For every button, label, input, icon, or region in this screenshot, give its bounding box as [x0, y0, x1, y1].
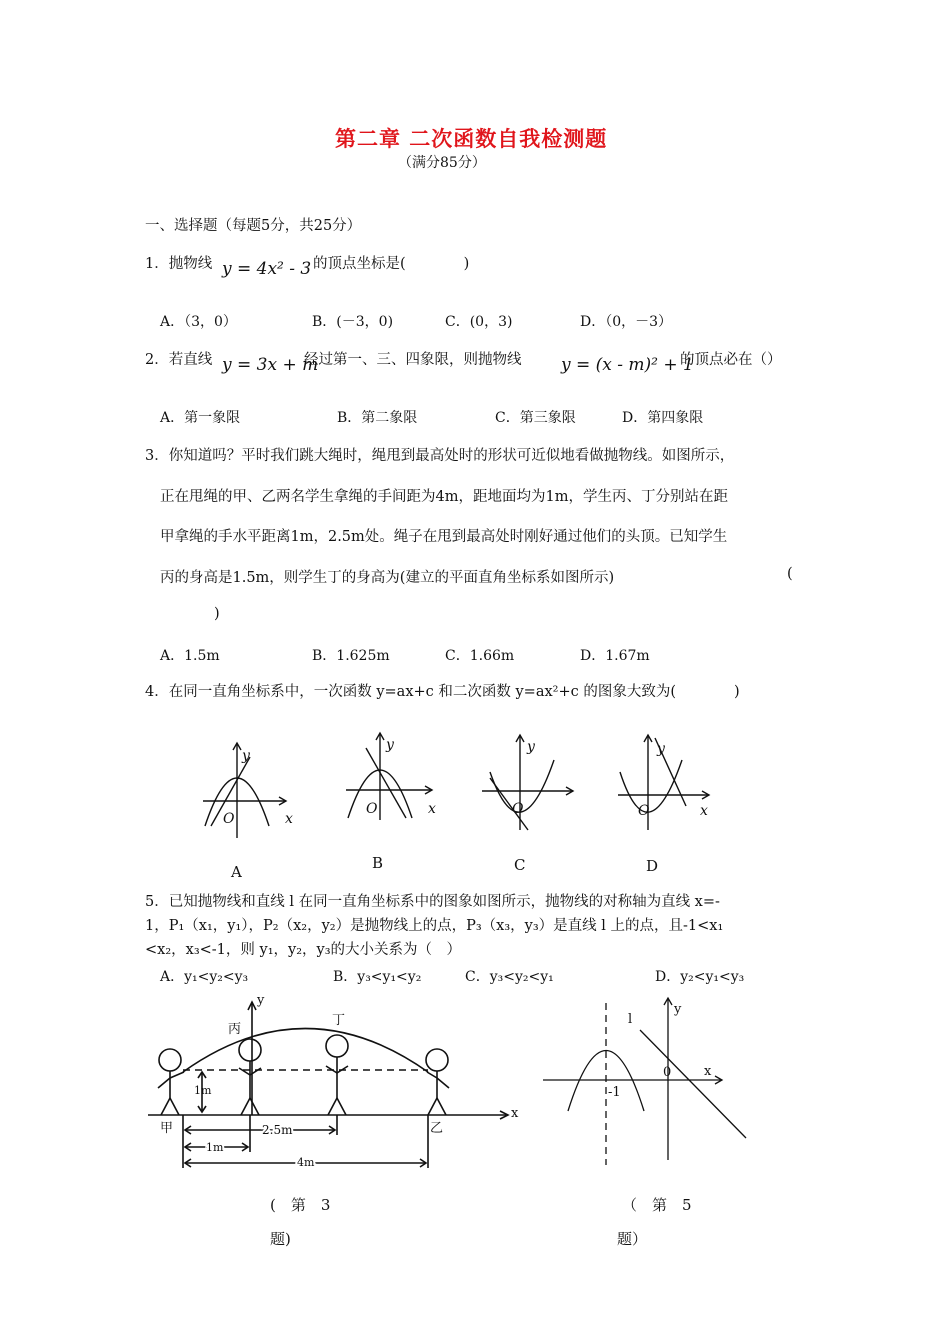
figure-q3-caption-2: 题)	[270, 1230, 291, 1248]
graph-d-x-label: x	[700, 803, 708, 819]
label-4m: 4m	[297, 1156, 315, 1169]
q2-middle: 经过第一、三、四象限，则抛物线	[304, 352, 522, 368]
q5-line-2: 1，P₁（x₁，y₁），P₂（x₂，y₂）是抛物线上的点，P₃（x₃，y₃）是直线 l 上的点，且-1<x₁	[145, 918, 724, 934]
q5-option-b: B．y₃<y₁<y₂	[333, 969, 422, 985]
label-line-l: l	[628, 1012, 633, 1027]
label-2-5m: 2.5m	[262, 1123, 293, 1137]
q1-option-c: C．(0，3)	[445, 314, 513, 330]
q1-option-b: B．(－3，0)	[312, 314, 394, 330]
q1-formula: y = 4x² - 3	[222, 259, 312, 279]
label-1m-width: 1m	[206, 1141, 224, 1154]
label-jia: 甲	[160, 1121, 174, 1136]
q2-formula-line: y = 3x + m	[222, 355, 319, 375]
q3-close-paren: )	[214, 606, 220, 622]
q3-option-d: D．1.67m	[580, 648, 650, 664]
page-subtitle: （满分85分）	[398, 155, 486, 171]
q5-option-a: A．y₁<y₂<y₃	[160, 969, 249, 985]
q1-option-a: A．（3，0）	[160, 314, 237, 330]
figure-q5-caption-1: （ 第 5	[622, 1196, 692, 1214]
graph-b-origin: O	[366, 801, 378, 817]
graph-d-origin: O	[638, 803, 650, 819]
label-bing: 丙	[228, 1022, 242, 1037]
q2-option-c: C．第三象限	[495, 410, 576, 426]
graph-b-y-label: y	[386, 737, 394, 753]
q3-option-c: C．1.66m	[445, 648, 515, 664]
graph-d-label: D	[646, 857, 659, 875]
label-1m-height: 1m	[194, 1084, 212, 1097]
page-title: 第二章 二次函数自我检测题	[335, 126, 608, 151]
q2-option-a: A．第一象限	[160, 410, 241, 426]
q2-formula-parabola: y = (x - m)² + 1	[561, 355, 694, 375]
figure-q5-caption-2: 题）	[617, 1230, 648, 1248]
graph-c-y-label: y	[527, 739, 535, 755]
label-y: y	[257, 993, 265, 1008]
q3-option-a: A．1.5m	[160, 648, 220, 664]
graph-b-label: B	[372, 854, 384, 872]
section-heading: 一、选择题（每题5分，共25分）	[145, 218, 362, 234]
q3-line-2: 正在甩绳的甲、乙两名学生拿绳的手间距为4m，距地面均为1m，学生丙、丁分别站在距	[160, 489, 728, 505]
graph-c-origin: O	[512, 801, 524, 817]
graph-a-origin: O	[223, 811, 235, 827]
q3-open-paren: (	[787, 566, 793, 582]
q3-line-4: 丙的身高是1.5m，则学生丁的身高为(建立的平面直角坐标系如图所示)	[160, 570, 615, 586]
graph-c-label: C	[514, 856, 526, 874]
label-ding: 丁	[332, 1013, 346, 1028]
q1-option-d: D．（0，－3）	[580, 314, 673, 330]
figure-q3-caption-1: ( 第 3	[270, 1196, 331, 1214]
label-x: x	[511, 1106, 519, 1121]
label-yi: 乙	[430, 1121, 444, 1136]
label-x-axis: x	[704, 1064, 712, 1079]
graph-a-x-label: x	[285, 811, 293, 827]
graph-b-x-label: x	[428, 801, 436, 817]
label-origin: 0	[663, 1065, 672, 1080]
q2-suffix: 的顶点必在（）	[680, 352, 782, 368]
graph-a-label: A	[231, 863, 242, 881]
q3-line-3: 甲拿绳的手水平距离1m，2.5m处。绳子在甩到最高处时刚好通过他们的头顶。已知学生	[160, 529, 728, 545]
q2-option-b: B．第二象限	[337, 410, 418, 426]
q1-suffix: 的顶点坐标是( )	[313, 256, 470, 272]
q5-option-d: D．y₂<y₁<y₃	[655, 969, 745, 985]
q2-prefix: 2．若直线	[145, 352, 213, 368]
q5-line-1: 5．已知抛物线和直线 l 在同一直角坐标系中的图象如图所示，抛物线的对称轴为直线 x=-	[145, 894, 720, 910]
q2-option-d: D．第四象限	[622, 410, 704, 426]
q4-text: 4．在同一直角坐标系中，一次函数 y=ax+c 和二次函数 y=ax²+c 的图象大致为( )	[145, 684, 740, 700]
q3-line-1: 3．你知道吗？平时我们跳大绳时，绳甩到最高处时的形状可近似地看做抛物线。如图所示，	[145, 448, 735, 464]
graph-d-y-label: y	[657, 741, 665, 757]
label-neg-one: -1	[608, 1085, 621, 1100]
q3-option-b: B．1.625m	[312, 648, 390, 664]
q5-option-c: C．y₃<y₂<y₁	[465, 969, 554, 985]
label-y-axis: y	[674, 1002, 682, 1017]
q1-prefix: 1．抛物线	[145, 256, 213, 272]
q5-line-3: <x₂，x₃<-1，则 y₁，y₂，y₃的大小关系为（ ）	[145, 942, 462, 958]
graph-a-y-label: y	[242, 748, 250, 764]
